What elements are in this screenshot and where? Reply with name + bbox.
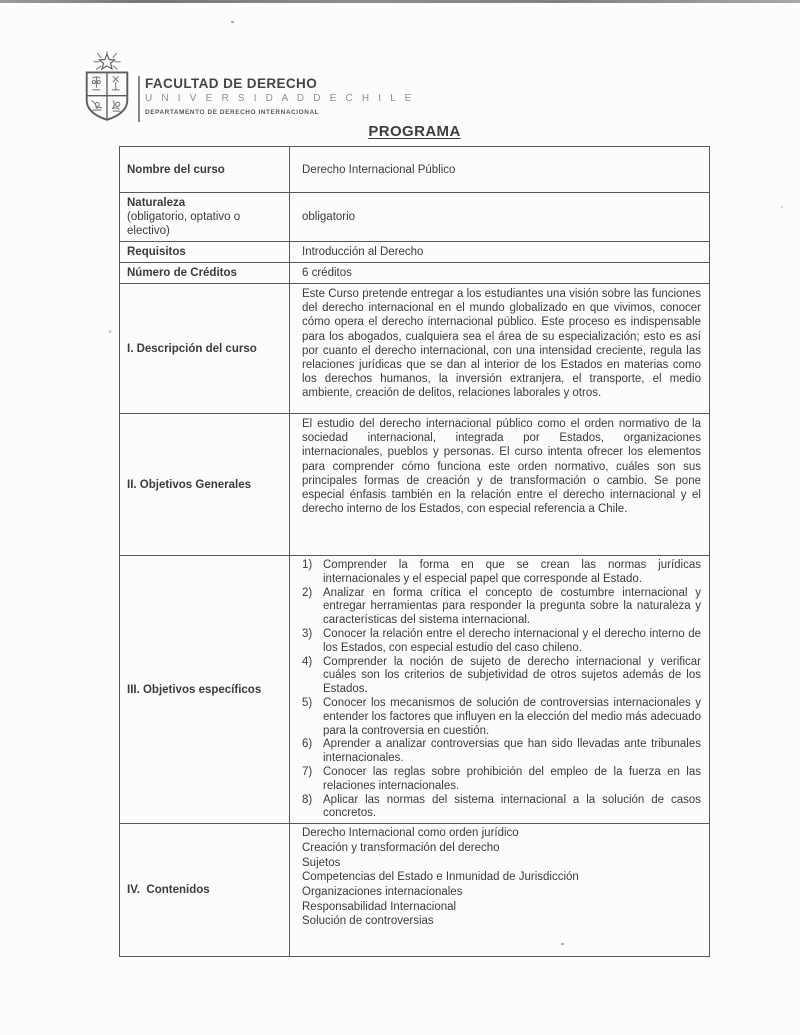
row-label-text: Requisitos <box>127 246 186 258</box>
scan-speck <box>109 330 111 333</box>
scan-speck <box>231 21 234 23</box>
objective-text: Aplicar las normas del sistema internacional a la solución de casos concretos. <box>323 793 701 820</box>
document-title: PROGRAMA <box>368 123 461 140</box>
table-row-specific-objectives <box>120 555 709 823</box>
table-row-contents <box>120 823 709 956</box>
row-label <box>120 414 290 555</box>
department-name: DEPARTAMENTO DE DERECHO INTERNACIONAL <box>145 109 320 116</box>
specific-objectives-list <box>302 558 701 821</box>
row-label <box>120 284 290 413</box>
objective-text: Conocer la relación entre el derecho internacional y el derecho interno de los Estados, con especial estudio del caso chileno. <box>323 627 701 654</box>
objective-number: 4) <box>302 655 313 668</box>
row-label <box>120 147 290 192</box>
objective-item <box>302 766 701 794</box>
content-line: Sujetos <box>302 856 341 869</box>
credits-value: 6 créditos <box>302 267 352 279</box>
objective-number: 7) <box>302 765 313 778</box>
scan-edge-artifact <box>0 0 800 3</box>
university-coat-of-arms-icon <box>78 50 136 122</box>
letterhead-divider <box>138 76 140 122</box>
row-label <box>120 263 290 283</box>
row-label-text: Nombre del curso <box>127 163 225 176</box>
table-row-requirements <box>120 241 709 262</box>
row-value <box>290 414 709 555</box>
row-label-text: I. Descripción del curso <box>127 342 257 355</box>
table-row-description <box>120 283 709 413</box>
row-value <box>290 284 709 413</box>
objective-number: 8) <box>302 793 313 806</box>
objective-number: 2) <box>302 586 313 599</box>
objective-text: Conocer los mecanismos de solución de controversias internacionales y entender los factores que influyen en la elección del medio más adecuado para la controversia en cuestión. <box>323 696 701 737</box>
row-label-note: (obligatorio, optativo o electivo) <box>127 211 244 237</box>
program-table <box>119 146 710 957</box>
row-value <box>290 263 709 283</box>
row-label <box>120 193 290 241</box>
table-row-course-name <box>120 147 709 192</box>
course-name-value: Derecho Internacional Público <box>302 163 456 176</box>
university-name: U N I V E R S I D A D D E C H I L E <box>145 93 415 104</box>
row-label-text: II. Objetivos Generales <box>127 478 251 491</box>
scan-speck <box>781 206 783 208</box>
row-value <box>290 242 709 262</box>
content-line: Creación y transformación del derecho <box>302 841 500 854</box>
objective-item <box>302 794 701 822</box>
faculty-name: FACULTAD DE DERECHO <box>145 76 318 91</box>
objective-number: 1) <box>302 559 313 571</box>
row-label-text: IV. Contenidos <box>127 884 210 897</box>
row-value <box>290 824 709 956</box>
objective-text: Comprender la noción de sujeto de derecho internacional y verificar cuáles son los criterios de subjetividad de otros sujetos además de los Estados. <box>323 655 701 696</box>
objective-number: 3) <box>302 627 313 640</box>
objective-item <box>302 697 701 738</box>
row-value <box>290 556 709 823</box>
objective-item <box>302 656 701 697</box>
content-line: Competencias del Estado e Inmunidad de Jurisdicción <box>302 871 579 884</box>
objective-item <box>302 587 701 628</box>
objective-item <box>302 559 701 587</box>
row-label-text: Naturaleza <box>127 197 186 209</box>
objective-item <box>302 738 701 766</box>
objective-item <box>302 628 701 656</box>
table-row-credits <box>120 262 709 283</box>
objective-number: 5) <box>302 696 313 709</box>
row-label <box>120 242 290 262</box>
row-value <box>290 147 709 192</box>
content-line: Derecho Internacional como orden jurídico <box>302 827 519 840</box>
general-objectives-paragraph: El estudio del derecho internacional público como el orden normativo de la sociedad internacional, integrada por Estados, organizaciones internacionales, pueblos y personas. El curso intenta ofrecer los elementos para comprender cómo funciona este orden normativo, cuáles son sus principales formas de creación y de transformación o cambio. Se pone especial énfasis también en la relación entre el derecho internacional y el derecho interno de los Estados, con especial referencia a Chile. <box>302 418 701 516</box>
course-description-paragraph: Este Curso pretende entregar a los estudiantes una visión sobre las funciones del derecho internacional en el mundo globalizado en que vivimos, conocer cómo opera el derecho internacional público. Este proceso es indispensable para los abogados, cualquiera sea el área de su especialización; esto es así por cuanto el derecho internacional, con una intensidad creciente, regula las relaciones jurídicas que se dan al interior de los Estados en materias como los derechos humanos, la inversión extranjera, el transporte, el medio ambiente, creación de delitos, relaciones laborales y otros. <box>302 288 701 400</box>
objective-number: 6) <box>302 738 313 751</box>
objective-text: Aprender a analizar controversias que han sido llevadas ante tribunales internacionales. <box>323 738 701 765</box>
row-value <box>290 193 709 241</box>
table-row-nature <box>120 192 709 241</box>
content-line: Solución de controversias <box>302 915 434 928</box>
objective-text: Analizar en forma crítica el concepto de costumbre internacional y entregar herramientas para responder la pregunta sobre la naturaleza y características del sistema internacional. <box>323 586 701 627</box>
objective-text: Conocer las reglas sobre prohibición del empleo de la fuerza en las relaciones internacionales. <box>323 765 701 792</box>
row-label-text: Número de Créditos <box>127 267 237 279</box>
row-label <box>120 824 290 956</box>
objective-text: Comprender la forma en que se crean las normas jurídicas internacionales y el especial papel que corresponde al Estado. <box>323 559 701 585</box>
content-line: Responsabilidad Internacional <box>302 900 457 913</box>
table-row-general-objectives <box>120 413 709 555</box>
nature-value: obligatorio <box>302 211 356 223</box>
row-label-text: III. Objetivos específicos <box>127 683 262 696</box>
requirements-value: Introducción al Derecho <box>302 246 424 258</box>
row-label <box>120 556 290 823</box>
content-line: Organizaciones internacionales <box>302 885 463 898</box>
